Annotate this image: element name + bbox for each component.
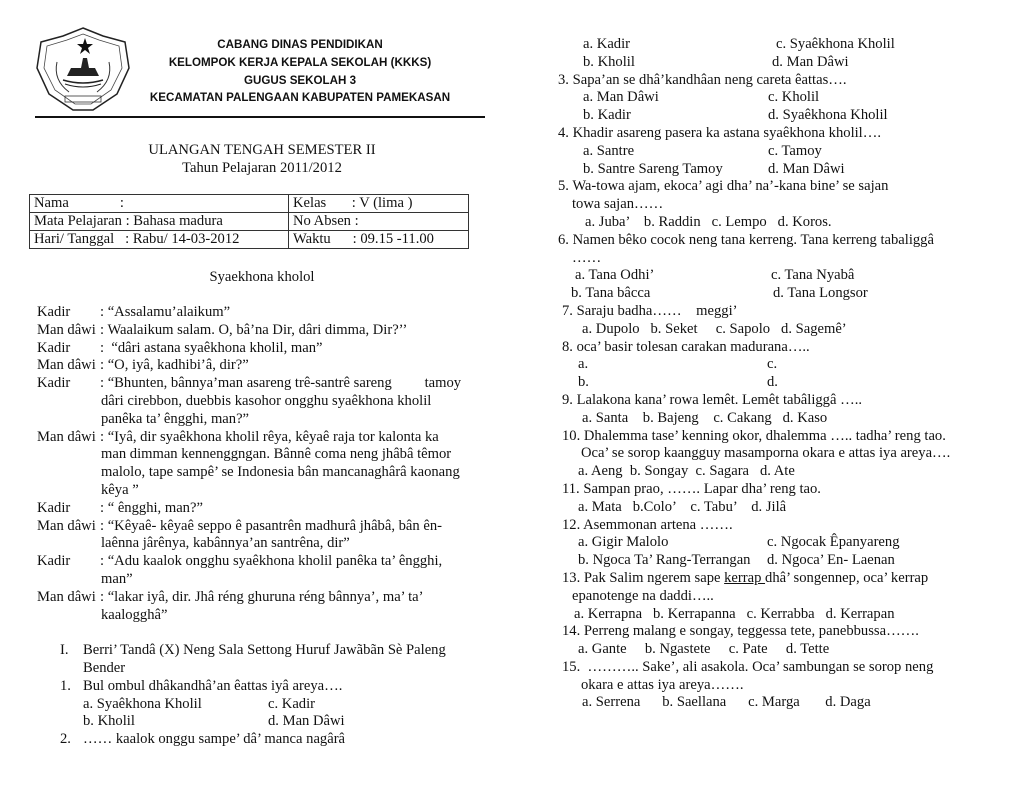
question-2 <box>37 731 487 749</box>
question-number: 2. <box>60 731 71 748</box>
option-b[interactable]: b. Tana bâcca <box>571 285 651 302</box>
question-15: 15. ……….. Sake’, ali asakola. Oca’ sambungan se sorop neng <box>562 658 934 675</box>
question-10-options[interactable]: a. Aeng b. Songay c. Sagara d. Ate <box>578 463 795 480</box>
speech-text: : Waalaikum salam. O, bâ’na Dir, dâri dimma, Dir?’’ <box>100 321 408 338</box>
speaker-name: Kadir <box>37 304 71 320</box>
option-d[interactable]: d. Man Dâwi <box>772 53 849 70</box>
table-row <box>30 195 469 213</box>
instruction <box>37 642 487 678</box>
question-3: 3. Sapa’an se dhâ’kandhâan neng careta êattas…. <box>558 71 847 88</box>
table-row <box>30 213 469 231</box>
option-d[interactable]: d. Syaêkhona Kholil <box>768 107 888 124</box>
questions-right-column <box>558 36 1008 712</box>
option-d[interactable]: d. Ngoca’ En- Laenan <box>767 552 895 569</box>
speech-continuation: laênna jârênya, kabânnya’an santrêna, dir” <box>101 535 350 552</box>
option-c[interactable]: c. Kadir <box>268 695 316 712</box>
speech-text: : “lakar iyâ, dir. Jhâ réng ghuruna réng bânnya’, ma’ ta’ <box>100 588 424 605</box>
question-5: 5. Wa-towa ajam, ekoca’ agi dha’ na’-kana bine’ se sajan <box>558 178 889 195</box>
question-9-options[interactable]: a. Santa b. Bajeng c. Cakang d. Kaso <box>582 409 828 426</box>
header-line: KECAMATAN PALENGAAN KABUPATEN PAMEKASAN <box>149 91 451 105</box>
option-a[interactable]: a. Syaêkhona Kholil <box>83 695 202 712</box>
speaker-name: Kadir <box>37 375 71 392</box>
name-cell: Nama : <box>30 195 289 213</box>
question-text: dhâ’ songennep, oca’ kerrap <box>765 569 929 586</box>
option-a[interactable]: a. Man Dâwi <box>583 89 659 106</box>
absence-number-cell: No Absen : <box>289 213 469 231</box>
speech-continuation: panêka ta’ êngghi, man?” <box>101 410 250 427</box>
question-text: …… kaalok onggu sampe’ dâ’ manca nagârâ <box>83 731 346 748</box>
table-row <box>30 231 469 249</box>
option-c[interactable]: c. Ngocak Êpanyareng <box>767 534 900 551</box>
question-15-cont: okara e attas iya areya……. <box>581 676 744 693</box>
dialogue-lines <box>37 304 487 624</box>
option-b[interactable]: b. Kholil <box>83 713 135 730</box>
option-c[interactable]: c. Kholil <box>768 89 820 106</box>
option-b[interactable]: b. Kholil <box>583 53 635 70</box>
dialogue-line <box>37 375 487 393</box>
option-c[interactable]: c. Syaêkhona Kholil <box>776 36 895 52</box>
speech-text: : “Iyâ, dir syaêkhona kholil rêya, kêyaê raja tor kalonta ka <box>100 428 439 445</box>
option-b[interactable]: b. Kadir <box>583 107 631 124</box>
option-c[interactable]: c. Tana Nyabâ <box>771 267 855 284</box>
dialogue-line <box>37 304 487 322</box>
question-13-cont: epanotenge na daddi….. <box>572 587 714 604</box>
speaker-name: Man dâwi <box>37 357 96 374</box>
speech-text: : “Bhunten, bânnya’man asareng trê-santrê sareng tamoy <box>100 375 462 392</box>
student-info-table <box>29 194 469 249</box>
option-a[interactable]: a. Santre <box>583 142 635 159</box>
option-d[interactable]: d. Man Dâwi <box>768 160 845 177</box>
header-line: GUGUS SEKOLAH 3 <box>243 73 357 87</box>
dialogue-line <box>37 553 487 571</box>
option-c[interactable]: c. Tamoy <box>768 142 822 159</box>
speech-continuation: dâri cirebbon, duebbis kasohor ongghu syaêkhona kholil <box>101 392 432 409</box>
speaker-name: Kadir <box>37 339 71 356</box>
speaker-name: Man dâwi <box>37 588 96 605</box>
question-7-options[interactable]: a. Dupolo b. Seket c. Sapolo d. Sagemê’ <box>582 320 847 337</box>
option-d[interactable]: d. <box>767 374 778 391</box>
question-1 <box>37 678 487 731</box>
speech-text: : “Assalamu’alaikum” <box>100 304 231 320</box>
class-cell: Kelas : V (lima ) <box>289 195 469 213</box>
dialogue-line <box>37 357 487 375</box>
exam-title: ULANGAN TENGAH SEMESTER II <box>148 142 376 158</box>
story-title: Syaekhona kholol <box>209 269 315 285</box>
dialogue-line <box>37 429 487 447</box>
option-b[interactable]: b. <box>578 374 589 391</box>
dialogue-line <box>37 340 487 358</box>
dialogue-line <box>37 589 487 607</box>
date-cell: Hari/ Tanggal : Rabu/ 14-03-2012 <box>30 231 289 249</box>
question-4: 4. Khadir asareng pasera ka astana syaêkhona kholil…. <box>558 124 881 141</box>
question-5-cont: towa sajan…… <box>572 196 664 213</box>
question-number: 1. <box>60 677 71 694</box>
question-text: 13. Pak Salim ngerem sape <box>562 569 725 586</box>
instruction-number: I. <box>60 642 69 659</box>
option-b[interactable]: b. Ngoca Ta’ Rang-Terrangan <box>578 552 751 569</box>
question-10-cont: Oca’ se sorop kaangguy masamporna okara e attas iya areya…. <box>581 445 951 462</box>
instruction-line: Bender <box>83 659 126 676</box>
question-12: 12. Asemmonan artena ……. <box>562 516 733 533</box>
question-11: 11. Sampan prao, ……. Lapar dha’ reng tao. <box>562 480 821 497</box>
question-13-options[interactable]: a. Kerrapna b. Kerrapanna c. Kerrabba d. Kerrapan <box>574 605 895 622</box>
option-a[interactable]: a. Kadir <box>583 36 631 52</box>
option-a[interactable]: a. Tana Odhi’ <box>575 267 655 284</box>
speech-text: : “ êngghi, man?” <box>100 499 203 516</box>
speech-continuation: malolo, tape sampê’ se Indonesia bân mancanaghârâ kaonang <box>101 464 460 481</box>
underlined-word: kerrap <box>724 569 766 586</box>
institution-header <box>100 36 500 107</box>
question-7: 7. Saraju badha…… meggi’ <box>562 302 738 319</box>
question-14: 14. Perreng malang e songay, teggessa tete, panebbussa……. <box>562 623 919 640</box>
dialogue <box>37 304 487 749</box>
option-a[interactable]: a. <box>578 356 589 373</box>
question-10: 10. Dhalemma tase’ kenning okor, dhalemma ….. tadha’ reng tao. <box>562 427 946 444</box>
speaker-name: Kadir <box>37 553 71 570</box>
question-11-options[interactable]: a. Mata b.Colo’ c. Tabu’ d. Jilâ <box>578 498 787 515</box>
header-line: KELOMPOK KERJA KEPALA SEKOLAH (KKKS) <box>168 55 432 69</box>
speaker-name: Man dâwi <box>37 428 96 445</box>
option-d[interactable]: d. Tana Longsor <box>773 285 868 302</box>
question-14-options[interactable]: a. Gante b. Ngastete c. Pate d. Tette <box>578 641 830 658</box>
speech-continuation: kêya ” <box>101 481 139 498</box>
question-13 <box>558 570 1008 588</box>
question-5-options[interactable]: a. Juba’ b. Raddin c. Lempo d. Koros. <box>585 213 832 230</box>
speaker-name: Kadir <box>37 499 71 516</box>
exam-year: Tahun Pelajaran 2011/2012 <box>182 160 342 176</box>
speech-continuation: man dimman kennenggngan. Bânnê coma neng jhâbâ têmor <box>101 446 452 463</box>
header-divider <box>35 116 485 118</box>
speech-text: : “Adu kaalok ongghu syaêkhona kholil panêka ta’ êngghi, <box>100 553 443 570</box>
speaker-name: Man dâwi <box>37 517 96 534</box>
exam-title-block <box>40 141 484 177</box>
instruction-line: Berri’ Tandâ (X) Neng Sala Settong Huruf Jawãbãn Sè Paleng <box>83 642 446 659</box>
speech-text: : “dâri astana syaêkhona kholil, man” <box>100 339 323 356</box>
option-d[interactable]: d. Man Dâwi <box>268 713 345 730</box>
speech-continuation: kaalogghâ” <box>101 606 168 623</box>
question-text: Bul ombul dhâkandhâ’an êattas iyâ areya…. <box>83 677 343 694</box>
speech-text: : “Kêyaê- kêyaê seppo ê pasantrên madhurâ jhâbâ, bân ên- <box>100 517 442 534</box>
subject-cell: Mata Pelajaran : Bahasa madura <box>30 213 289 231</box>
question-6-cont: …… <box>572 249 602 266</box>
header-line: CABANG DINAS PENDIDIKAN <box>217 38 383 51</box>
question-8: 8. oca’ basir tolesan carakan madurana….. <box>562 338 810 355</box>
dialogue-line <box>37 518 487 536</box>
option-a[interactable]: a. Gigir Malolo <box>578 534 669 551</box>
time-cell: Waktu : 09.15 -11.00 <box>289 231 469 249</box>
speech-text: : “O, iyâ, kadhibi’â, dir?” <box>100 357 249 374</box>
question-6: 6. Namen bêko cocok neng tana kerreng. Tana kerreng tabaliggâ <box>558 231 934 248</box>
speech-continuation: man” <box>101 570 133 587</box>
dialogue-line <box>37 322 487 340</box>
question-9: 9. Lalakona kana’ rowa lemêt. Lemêt tabâliggâ ….. <box>562 391 862 408</box>
dialogue-line <box>37 500 487 518</box>
question-15-options[interactable]: a. Serrena b. Saellana c. Marga d. Daga <box>582 694 871 711</box>
speaker-name: Man dâwi <box>37 321 96 338</box>
option-b[interactable]: b. Santre Sareng Tamoy <box>583 160 723 177</box>
question-2-options <box>558 36 1008 54</box>
option-c[interactable]: c. <box>767 356 778 373</box>
